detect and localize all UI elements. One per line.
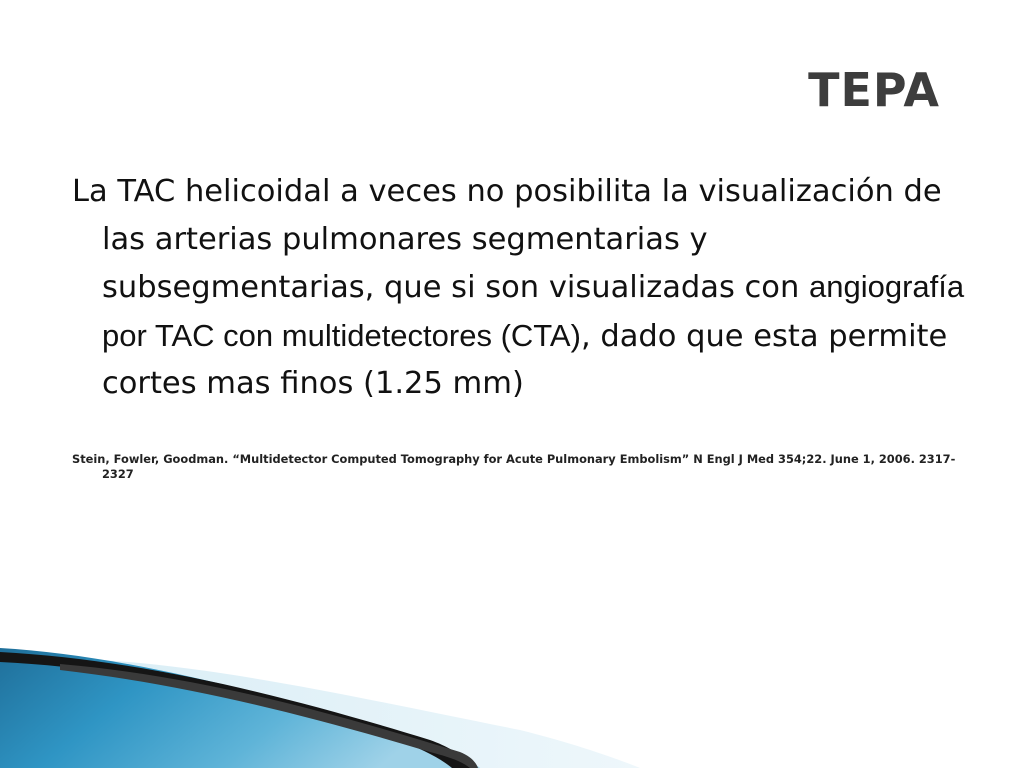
body-text-emphasis: angiografía por TAC con multidetectores (CTA) bbox=[102, 269, 965, 353]
body-paragraph bbox=[72, 168, 972, 408]
citation: Stein, Fowler, Goodman. “Multidetector Computed Tomography for Acute Pulmonary Embolism” N Engl J Med 354;22. June 1, 2006. 2317-2327 bbox=[72, 452, 956, 481]
slide-body bbox=[72, 168, 972, 408]
wave-accent-stripe bbox=[60, 664, 478, 768]
wave-blue-band bbox=[0, 648, 480, 768]
body-text-part1: La TAC helicoidal a veces no posibilita la visualización de las arterias pulmonares segmentarias y subsegmentarias, que si son visualizadas con bbox=[72, 174, 942, 305]
wave-dark-stripe bbox=[0, 652, 472, 768]
slide-title: TEPA bbox=[808, 63, 940, 117]
body-text-part2: , dado que esta permite cortes mas finos (1.25 mm) bbox=[102, 318, 948, 401]
wave-light-band bbox=[0, 658, 640, 768]
